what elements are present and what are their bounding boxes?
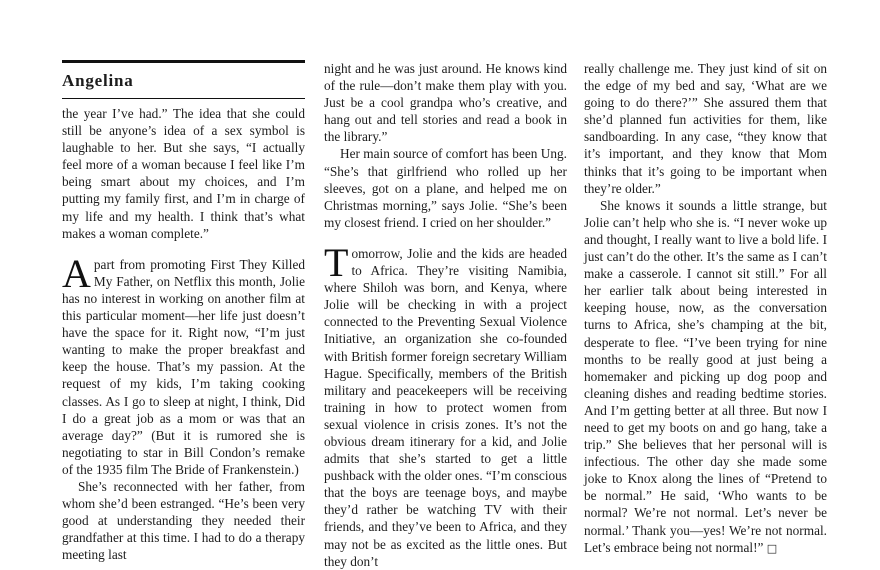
paragraph: the year I’ve had.” The idea that she could still be anyone’s idea of a sex symbol is laughable to her. But she says, “I actually feel more of a woman because I feel like I’m being smart about my choices, and I’m putting my family first, and I’m in charge of my life and my health. I think that’s what makes a woman complete.” xyxy=(62,106,305,241)
paragraph-text: omorrow, Jolie and the kids are headed to Africa. They’re visiting Namibia, where Shiloh was born, and Kenya, where Jolie will be checking in with a project connected to the Preventing Sexual Violence Initiative, an organization she co-founded with British former foreign secretary William Hague. Specifically, members of the British military and peacekeepers will be receiving training in how to protect women from sexual violence in crisis zones. It’s not the obvious dream itinerary for a kid, and Jolie admits that she’s started to get a little pushback with the older ones. “I’m conscious that the boys are teenage boys, and maybe they’d rather be watching TV with their friends, and they’ve been to Africa, and they may not be as excited as the little ones. But they don’t xyxy=(324,245,567,569)
column-2 xyxy=(324,60,567,570)
paragraph-text: part from promoting First They Killed My Father, on Netflix this month, Jolie has no interest in working on another film at this particular moment—her life just doesn’t have the space for it. Right now, “I’m just wanting to make the proper breakfast and keep the house. That’s my passion. At the request of my kids, I’m taking cooking classes. As I go to sleep at night, I think, Did I do a great job as a mom or was that an average day?” (But it is rumored she is negotiating to star in Bill Condon’s remake of the 1935 film The Bride of Frankenstein.) xyxy=(62,256,305,477)
section-rule-thin xyxy=(62,98,305,99)
paragraph: Her main source of comfort has been Ung. “She’s that girlfriend who rolled up her sleeves, got on a plane, and helped me on Christmas morning,” says Jolie. “She’s been my closest friend. I cried on her shoulder.” xyxy=(324,146,567,230)
column-3 xyxy=(584,60,827,557)
column-1 xyxy=(62,60,305,563)
paragraph xyxy=(584,197,827,557)
section-rule-thick xyxy=(62,60,305,63)
section-title: Angelina xyxy=(62,71,134,90)
paragraph: She’s reconnected with her father, from whom she’d been estranged. “He’s been very good at understanding they needed their grandfather at this time. I had to do a therapy meeting last xyxy=(62,478,305,563)
paragraph: really challenge me. They just kind of sit on the edge of my bed and say, ‘What are we going to do there?’” She assured them that she’d planned fun activities for them, like sandboarding. In any case, “they know that it’s important, and they know that Mom thinks that it’s going to be important when they’re older.” xyxy=(584,61,827,196)
drop-cap: A xyxy=(62,250,91,296)
drop-cap: T xyxy=(324,239,349,285)
end-mark-icon: □ xyxy=(766,541,778,555)
paragraph-dropcap xyxy=(324,239,567,570)
paragraph: night and he was just around. He knows kind of the rule—don’t make them play with you. Just be a cool grandpa who’s creative, and hang out and tell stories and read a book in the library.” xyxy=(324,61,567,145)
paragraph-dropcap xyxy=(62,250,305,478)
paragraph-text: She knows it sounds a little strange, but Jolie can’t help who she is. “I never woke up and thought, I really want to live a bold life. I just can’t do the other. It’s the same as I can’t make a casserole. I cannot sit still.” For all her earlier talk about being interested in keeping house, now, as the conversation turns to Africa, she’s champing at the bit, desperate to flee. “I’ve been trying for nine months to be really good at just being a homemaker and picking up dog poop and cleaning dishes and reading bedtime stories. And I’m getting better at all three. But now I need to get my boots on and go hang, take a trip.” She believes that her personal will is infectious. The other day she made some joke to Knox along the lines of “Pretend to be normal.” He said, ‘Who wants to be normal? We’re not normal. Let’s never be normal.’ Thank you—yes! We’re not normal. Let’s embrace being not normal!” xyxy=(584,197,827,555)
